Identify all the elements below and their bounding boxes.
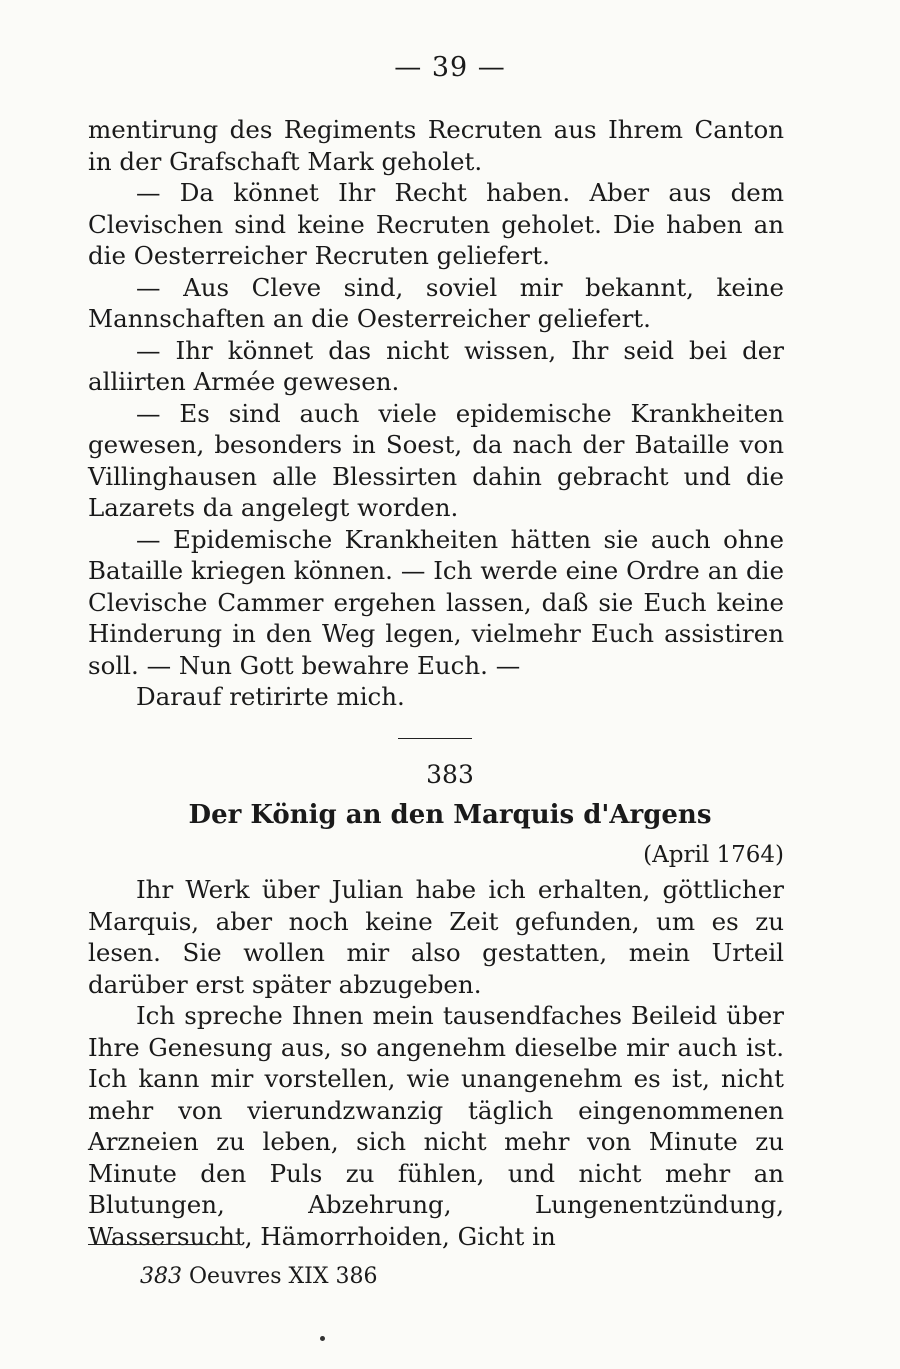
paragraph: — Es sind auch viele epidemische Krankheiten gewesen, besonders in Soest, da nach der Bataille von Villinghausen alle Blessirten dahin gebracht und die Lazarets da angelegt worden. bbox=[88, 398, 784, 522]
paragraph: Darauf retirirte mich. bbox=[136, 682, 405, 711]
print-speck bbox=[320, 1336, 325, 1341]
letter-number: 383 bbox=[426, 760, 474, 789]
paragraph: — Ihr könnet das nicht wissen, Ihr seid bei der alliirten Armée gewesen. bbox=[88, 335, 784, 396]
section-divider bbox=[398, 738, 472, 739]
page-number: — 39 — bbox=[394, 52, 506, 83]
paragraph: Ich spreche Ihnen mein tausendfaches Beileid über Ihre Genesung aus, so angenehm dieselbe mir auch ist. Ich kann mir vorstellen, wie unangenehm es ist, nicht mehr von vierundzwanzig täglich eingenommenen Arzneien zu leben, sich nicht mehr von Minute zu Minute den Puls zu fühlen, und nicht mehr an Blutungen, Abzehrung, Lungenentzündung, Wassersucht, Hämorrhoiden, Gicht in bbox=[88, 1001, 784, 1251]
paragraph: — Da könnet Ihr Recht haben. Aber aus dem Clevischen sind keine Recruten geholet. Die haben an die Oesterreicher Recruten geliefert. bbox=[88, 178, 784, 270]
footnote bbox=[140, 1264, 377, 1289]
footnote-text: Oeuvres XIX 386 bbox=[189, 1264, 378, 1289]
paragraph: — Epidemische Krankheiten hätten sie auch ohne Bataille kriegen können. — Ich werde eine Ordre an die Clevische Cammer ergehen lassen, daß sie Euch keine Hinderung in den Weg legen, vielmehr Euch assistiren soll. — Nun Gott bewahre Euch. — bbox=[88, 524, 784, 680]
footnote-divider bbox=[88, 1244, 238, 1245]
continuation-text bbox=[88, 114, 784, 713]
letter-title: Der König an den Marquis d'Argens bbox=[188, 800, 712, 830]
footnote-number: 383 bbox=[140, 1264, 182, 1289]
paragraph: mentirung des Regiments Recruten aus Ihrem Canton in der Grafschaft Mark geholet. bbox=[88, 115, 784, 176]
paragraph: — Aus Cleve sind, soviel mir bekannt, keine Mannschaften an die Oesterreicher geliefert. bbox=[88, 272, 784, 333]
letter-body bbox=[88, 874, 784, 1252]
paragraph: Ihr Werk über Julian habe ich erhalten, göttlicher Marquis, aber noch keine Zeit gefunden, um es zu lesen. Sie wollen mir also gestatten, mein Urteil darüber erst später abzugeben. bbox=[88, 875, 784, 999]
letter-date: (April 1764) bbox=[643, 842, 784, 868]
